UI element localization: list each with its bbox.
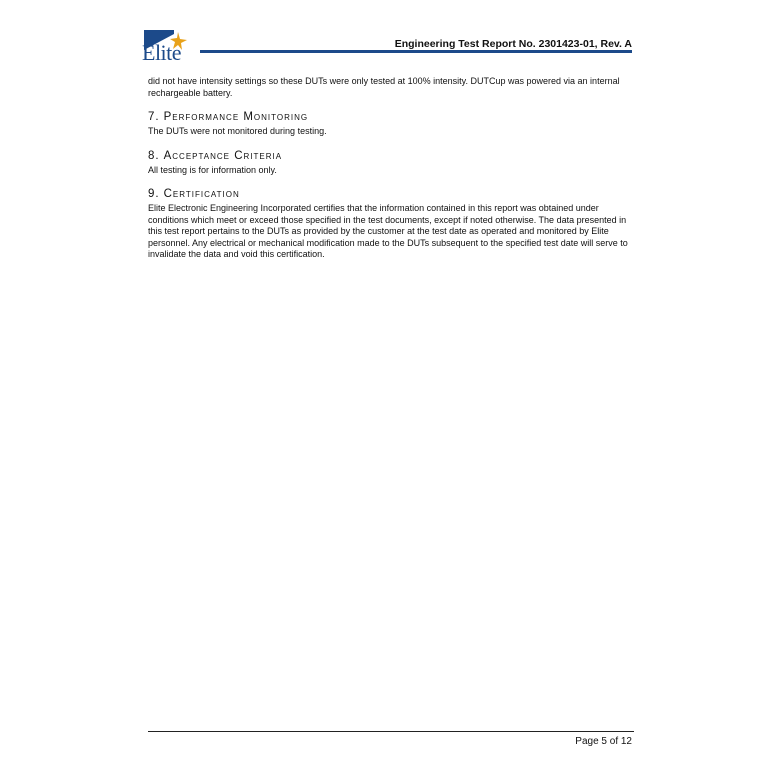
section-text-acceptance-criteria: All testing is for information only. [148,164,277,175]
section-number: 7. [148,111,160,123]
intro-paragraph: did not have intensity settings so these DUTs were only tested at 100% intensity. DUTCup was powered via an internal rechargeable battery. [148,76,620,98]
page-content [148,76,634,261]
section-number: 8. [148,149,160,162]
report-title: Engineering Test Report No. 2301423-01, Rev. A [394,38,632,50]
page-number: Page 5 of 12 [575,736,632,747]
elite-logo [140,28,190,68]
section-text-certification: Elite Electronic Engineering Incorporated certifies that the information contained in this report was obtained under conditions which meet or exceed those specified in the test documents, except if noted otherwise. The data presented in this test report pertains to the DUTs as provided by the customer at the test date as operated and monitored by Elite personnel. Any electrical or mechanical modification made to the DUTs subsequent to the specified test date will serve to invalidate the data and void this certification. [148,203,628,259]
section-heading-performance-monitoring [148,111,634,123]
section-title: Acceptance Criteria [163,149,283,162]
header-divider [200,50,632,53]
section-text-performance-monitoring: The DUTs were not monitored during testing. [148,126,327,136]
section-number: 9. [148,188,160,200]
section-title: Certification [163,188,240,200]
section-heading-acceptance-criteria [148,150,634,162]
section-title: Performance Monitoring [163,111,309,123]
logo-text: Elite [142,40,182,65]
section-heading-certification [148,188,634,200]
footer-divider [148,731,634,732]
